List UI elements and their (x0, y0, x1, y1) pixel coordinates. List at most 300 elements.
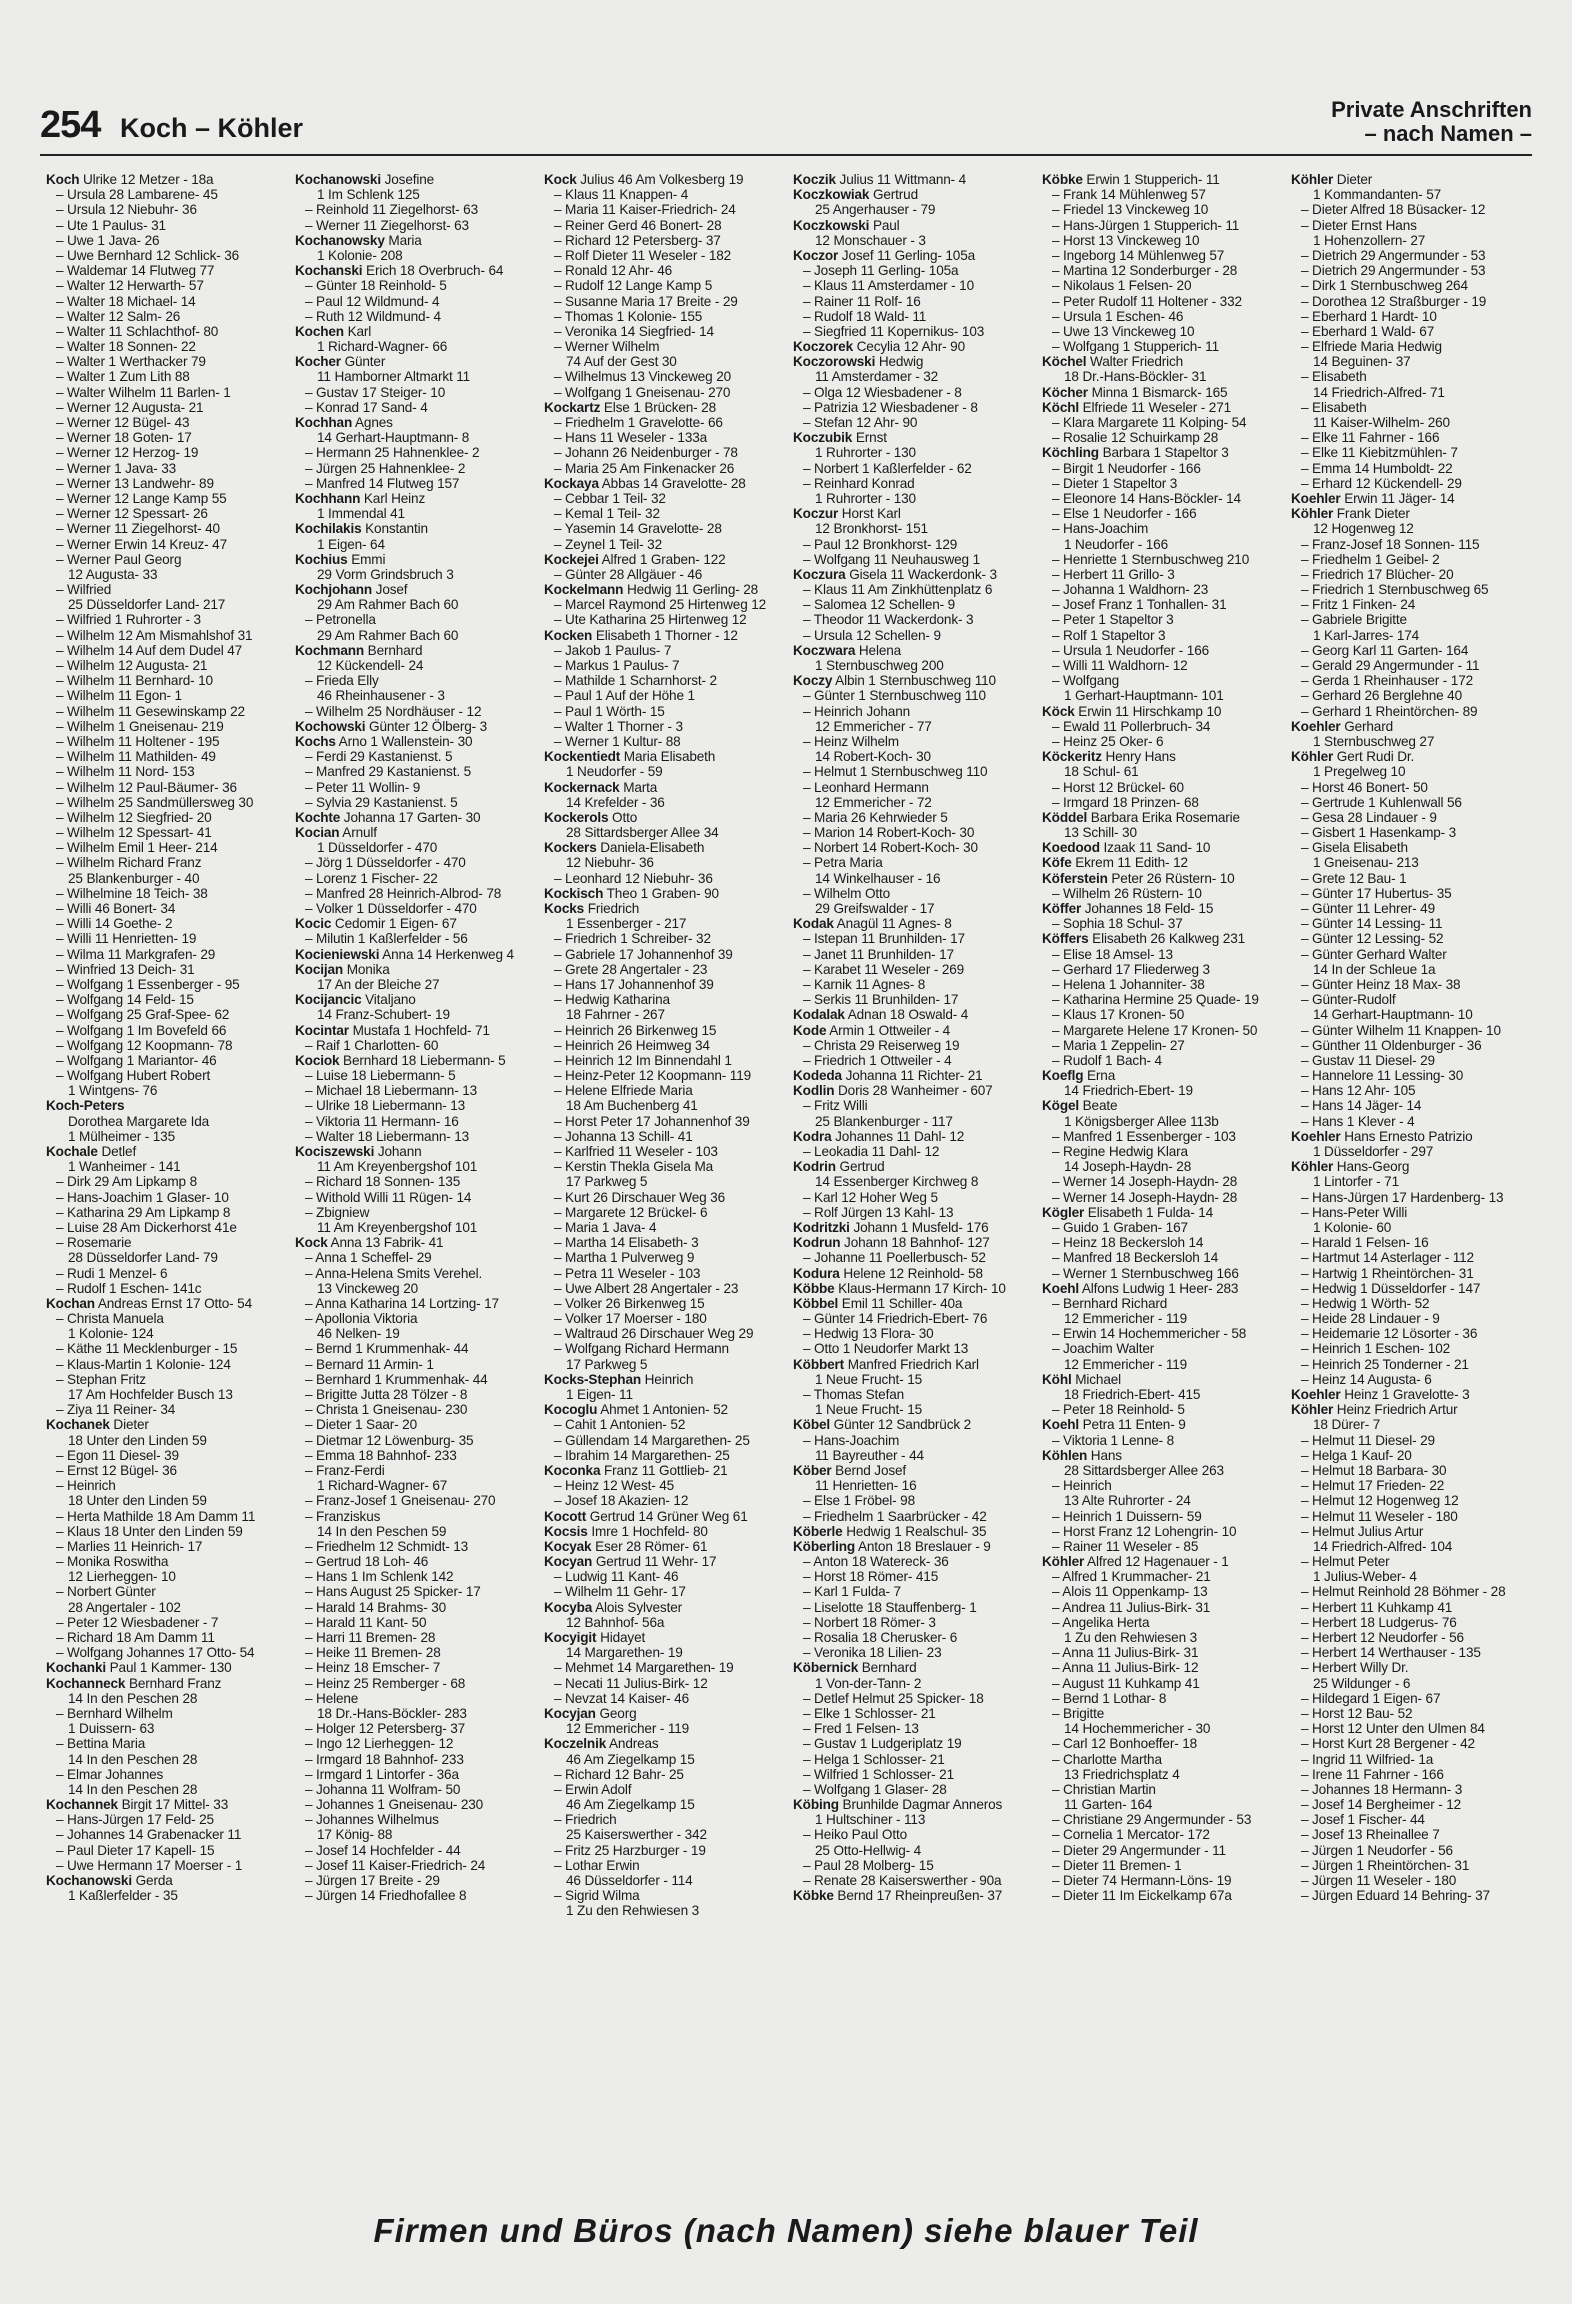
directory-entry: – Martha 1 Pulverweg 9 (554, 1250, 695, 1266)
directory-entry: – Heiko Paul Otto (803, 1827, 907, 1843)
directory-entry: – Zbigniew (305, 1204, 370, 1220)
directory-entry: – Georg Karl 11 Garten- 164 (1301, 642, 1469, 658)
directory-entry: – Volker 17 Moerser - 180 (554, 1311, 707, 1327)
directory-entry: – Elke 1 Schlosser- 21 (803, 1705, 936, 1721)
directory-entry: – Ursula 1 Eschen- 46 (1052, 308, 1184, 324)
directory-entry: – Erwin 14 Hochemmericher - 58 (1052, 1326, 1247, 1342)
directory-entry: 12 Emmericher - 72 (815, 794, 932, 810)
directory-entry: – Harald 11 Kant- 50 (305, 1614, 427, 1630)
directory-entry: – Christa 29 Reiserweg 19 (803, 1037, 960, 1053)
directory-entry: – Johannes Wilhelmus (305, 1812, 439, 1828)
directory-entry: – Gisbert 1 Hasenkamp- 3 (1301, 825, 1457, 841)
directory-entry: – Cornelia 1 Mercator- 172 (1052, 1827, 1210, 1843)
directory-entry: 11 Am Kreyenbergshof 101 (317, 1219, 478, 1235)
directory-entry: 29 Greifswalder - 17 (815, 901, 935, 916)
directory-entry: – Heinrich Johann (803, 703, 911, 719)
directory-entry: – Karnik 11 Agnes- 8 (803, 976, 926, 992)
directory-entry: – Elisabeth (1301, 369, 1367, 385)
directory-entry: – Helmut Julius Artur (1301, 1523, 1424, 1539)
directory-entry: 1 Eigen- 11 (566, 1387, 633, 1402)
directory-entry: – Werner 12 Herzog- 19 (56, 445, 199, 461)
directory-entry: Kochhann Karl Heinz (295, 490, 426, 506)
directory-entry: 1 Sternbuschweg 27 (1313, 733, 1435, 749)
directory-entry: – Hedwig 1 Wörth- 52 (1301, 1295, 1430, 1311)
directory-entry: Kodlin Doris 28 Wanheimer - 607 (793, 1083, 993, 1099)
directory-entry: – Dietrich 29 Angermunder - 53 (1301, 247, 1486, 263)
directory-entry: – Hans 14 Jäger- 14 (1301, 1098, 1422, 1114)
directory-entry: – Necati 11 Julius-Birk- 12 (554, 1675, 708, 1691)
directory-entry: – Viktoria 11 Hermann- 16 (305, 1113, 459, 1129)
directory-entry: – Grete 12 Bau- 1 (1301, 870, 1407, 886)
directory-entry: Koczwara Helena (793, 642, 902, 658)
directory-entry: Köferstein Peter 26 Rüstern- 10 (1042, 870, 1235, 886)
directory-entry: – Hans-Jürgen 1 Stupperich- 11 (1052, 217, 1240, 233)
directory-entry: Kocyba Alois Sylvester (544, 1599, 682, 1615)
directory-entry: – Brigitte (1052, 1705, 1105, 1721)
page-header (40, 92, 1532, 154)
directory-entry: – Jakob 1 Paulus- 7 (554, 642, 672, 658)
directory-entry: – Dietmar 12 Löwenburg- 35 (305, 1432, 474, 1448)
directory-entry: – Raif 1 Charlotten- 60 (305, 1037, 439, 1053)
directory-entry: – Wilhelm 12 Siegfried- 20 (56, 809, 212, 825)
directory-entry: – Anna 1 Scheffel- 29 (305, 1250, 432, 1266)
directory-entry: – Irmgard 1 Lintorfer - 36a (305, 1766, 459, 1782)
directory-entry: – Peter 12 Wiesbadener - 7 (56, 1614, 219, 1630)
directory-entry: – Emma 14 Humboldt- 22 (1301, 460, 1453, 476)
directory-entry: – Johannes 1 Gneisenau- 230 (305, 1797, 484, 1813)
directory-entry: – Alois 11 Oppenkamp- 13 (1052, 1584, 1208, 1600)
directory-entry: – Ursula 28 Lambarene- 45 (56, 187, 218, 203)
directory-entry: – Joseph 11 Gerling- 105a (803, 263, 959, 279)
directory-entry: Köffers Elisabeth 26 Kalkweg 231 (1042, 931, 1246, 947)
directory-entry: Koczura Gisela 11 Wackerdonk- 3 (793, 566, 997, 582)
directory-entry: 1 Wanheimer - 141 (68, 1159, 181, 1175)
directory-entry: – Werner 12 Bügel- 43 (56, 415, 190, 430)
directory-entry: – Werner 14 Joseph-Haydn- 28 (1052, 1174, 1238, 1190)
directory-entry: Koehler Hans Ernesto Patrizio (1291, 1128, 1473, 1144)
directory-entry: – Heinrich 26 Birkenweg 15 (554, 1022, 717, 1038)
directory-entry: – Manfred 14 Flutweg 157 (305, 475, 460, 491)
directory-entry: – Hans-Jürgen 17 Feld- 25 (56, 1812, 214, 1828)
directory-entry: – Walter 11 Schlachthof- 80 (56, 323, 219, 339)
directory-entry: – Manfred 28 Heinrich-Albrod- 78 (305, 885, 502, 901)
directory-entry: Kociok Bernhard 18 Liebermann- 5 (295, 1052, 506, 1068)
directory-entry: 17 An der Bleiche 27 (317, 976, 440, 992)
directory-entry: Koczur Horst Karl (793, 506, 901, 522)
directory-entry: – Leonhard Hermann (803, 779, 929, 795)
directory-entry: – Ernst 12 Bügel- 36 (56, 1462, 177, 1478)
directory-entry: – Ewald 11 Pollerbruch- 34 (1052, 718, 1211, 734)
directory-entry: Kocieniewski Anna 14 Herkenweg 4 (295, 946, 514, 962)
directory-entry: – Friedhelm 12 Schmidt- 13 (305, 1538, 469, 1554)
directory-entry: – Walter 1 Thorner - 3 (554, 718, 683, 734)
directory-entry: – Milutin 1 Kaßlerfelder - 56 (305, 931, 468, 947)
directory-entry: Köchl Elfriede 11 Weseler - 271 (1042, 399, 1232, 415)
directory-entry: 25 Wildunger - 6 (1313, 1675, 1411, 1691)
directory-entry: – Wolfgang 1 Im Bovefeld 66 (56, 1022, 227, 1038)
directory-entry: – Bettina Maria (56, 1736, 146, 1752)
directory-entry: 1 Karl-Jarres- 174 (1313, 627, 1420, 643)
directory-entry: – Peter 18 Reinhold- 5 (1052, 1402, 1185, 1418)
directory-entry: – Günter Gerhard Walter (1301, 946, 1447, 962)
directory-entry: – Heinz-Peter 12 Koopmann- 119 (554, 1068, 752, 1084)
directory-entry: – Fred 1 Felsen- 13 (803, 1721, 919, 1737)
directory-entry: 1 Gerhart-Hauptmann- 101 (1064, 688, 1224, 704)
directory-entry: – Thomas 1 Kolonie- 155 (554, 308, 703, 324)
directory-entry: – Heidemarie 12 Lösorter - 36 (1301, 1326, 1478, 1342)
directory-entry: 13 Friedrichsplatz 4 (1064, 1766, 1180, 1782)
directory-entry: – Heinz 14 Augusta- 6 (1301, 1371, 1432, 1387)
directory-entry: – Heinz 18 Beckersloh 14 (1052, 1235, 1204, 1251)
directory-entry: – Kurt 26 Dirschauer Weg 36 (554, 1189, 725, 1205)
directory-entry: 1 Pregelweg 10 (1313, 764, 1406, 780)
directory-entry: 14 Margarethen- 19 (566, 1645, 683, 1661)
directory-entry: – Josef Franz 1 Tonhallen- 31 (1052, 597, 1227, 613)
directory-entry: – Werner 1 Kultur- 88 (554, 733, 681, 749)
directory-entry: 12 Monschauer - 3 (815, 232, 926, 248)
directory-entry: – Wilhelm 11 Gesewinskamp 22 (56, 703, 245, 719)
directory-entry: – Günter 28 Allgäuer - 46 (554, 566, 703, 582)
directory-entry: – Hans 1 Im Schlenk 142 (305, 1569, 454, 1585)
directory-entry: 14 Hochemmericher - 30 (1064, 1721, 1211, 1737)
directory-entry: Kochanowsky Maria (295, 232, 422, 248)
directory-entry: – Wilhelm Richard Franz (56, 855, 202, 871)
section-label-line2: – nach Namen – (1364, 121, 1532, 146)
directory-entry: – Heinz 25 Remberger - 68 (305, 1675, 466, 1691)
directory-entry: – Paul 28 Molberg- 15 (803, 1857, 934, 1873)
directory-entry: Köhler Heinz Friedrich Artur (1291, 1402, 1458, 1418)
directory-entry: – Helmut Peter (1301, 1554, 1390, 1570)
directory-entry: – Wilhelm 11 Bernhard- 10 (56, 673, 213, 689)
directory-entry: – Emma 18 Bahnhof- 233 (305, 1447, 457, 1463)
directory-column-1 (46, 172, 287, 2202)
directory-entry: – Petronella (305, 612, 376, 628)
directory-entry: – Dieter 1 Stapeltor 3 (1052, 475, 1178, 491)
directory-entry: – Wilfried 1 Schlosser- 21 (803, 1766, 954, 1782)
directory-entry: 17 Am Hochfelder Busch 13 (68, 1387, 233, 1402)
directory-entry: Köfe Ekrem 11 Edith- 12 (1042, 855, 1188, 871)
directory-entry: Kocijan Monika (295, 961, 390, 977)
directory-entry: – Josef 11 Kaiser-Friedrich- 24 (305, 1857, 486, 1873)
directory-entry: – Siegfried 11 Kopernikus- 103 (803, 323, 985, 339)
directory-entry: – Wolfgang 12 Koopmann- 78 (56, 1037, 233, 1053)
directory-entry: – Horst Peter 17 Johannenhof 39 (554, 1113, 750, 1129)
directory-entry: – Franz-Ferdi (305, 1462, 385, 1478)
directory-entry: – Werner 12 Spessart- 26 (56, 506, 208, 522)
directory-entry: – Norbert 14 Robert-Koch- 30 (803, 840, 978, 856)
directory-entry: – Herbert 11 Grillo- 3 (1052, 566, 1175, 582)
directory-entry: 18 Unter den Linden 59 (68, 1432, 207, 1448)
directory-entry: – Irmgard 18 Prinzen- 68 (1052, 794, 1199, 810)
directory-entry: – Gustav 11 Diesel- 29 (1301, 1052, 1435, 1068)
directory-entry: 12 Emmericher - 119 (1064, 1356, 1188, 1372)
directory-entry: – Werner 1 Java- 33 (56, 460, 177, 476)
directory-entry: Kochhan Agnes (295, 415, 393, 430)
directory-entry: – Charlotte Martha (1052, 1751, 1162, 1767)
directory-entry: – Withold Willi 11 Rügen- 14 (305, 1189, 472, 1205)
directory-entry: Kochanski Erich 18 Overbruch- 64 (295, 263, 504, 279)
directory-entry: Köhler Gert Rudi Dr. (1291, 749, 1415, 765)
directory-entry: – Wolfgang 1 Stupperich- 11 (1052, 339, 1219, 355)
directory-entry: – Bernhard Richard (1052, 1295, 1168, 1311)
directory-entry: 11 Am Kreyenbergshof 101 (317, 1159, 478, 1175)
directory-entry: – Bernd 1 Krummenhak- 44 (305, 1341, 469, 1357)
directory-entry: – Ingo 12 Lierheggen- 12 (305, 1736, 454, 1752)
directory-entry: – Jörg 1 Düsseldorfer - 470 (305, 855, 466, 871)
directory-entry: – Rudolf 18 Wald- 11 (803, 308, 927, 324)
directory-entry: – Günter-Rudolf (1301, 992, 1396, 1008)
directory-entry: – Viktoria 1 Lenne- 8 (1052, 1432, 1175, 1448)
directory-entry: 11 Garten- 164 (1064, 1797, 1153, 1813)
directory-entry: – Renate 28 Kaiserswerther - 90a (803, 1873, 1002, 1888)
directory-entry: 17 Parkweg 5 (566, 1174, 648, 1190)
directory-entry: Kochanowski Gerda (46, 1873, 173, 1888)
directory-entry: Kochanki Paul 1 Kammer- 130 (46, 1660, 232, 1676)
directory-entry: – Güllendam 14 Margarethen- 25 (554, 1432, 750, 1448)
directory-entry: – Maria 26 Kehrwieder 5 (803, 809, 948, 825)
directory-entry: – Cahit 1 Antonien- 52 (554, 1417, 686, 1433)
directory-entry: – Anna 11 Julius-Birk- 12 (1052, 1660, 1199, 1676)
directory-entry: – Walter 18 Liebermann- 13 (305, 1128, 470, 1144)
directory-entry: 11 Amsterdamer - 32 (815, 369, 939, 385)
directory-entry: 28 Sittardsberger Allee 263 (1064, 1462, 1224, 1478)
directory-entry: – Veronika 14 Siegfried- 14 (554, 323, 714, 339)
directory-entry: – Harri 11 Bremen- 28 (305, 1630, 436, 1645)
directory-entry: – Wilhelmus 13 Vinckeweg 20 (554, 369, 732, 385)
directory-entry: Köck Erwin 11 Hirschkamp 10 (1042, 703, 1222, 719)
directory-entry: 1 Neudorfer - 59 (566, 764, 663, 780)
directory-entry: – Anna Katharina 14 Lortzing- 17 (305, 1295, 499, 1311)
directory-entry: – Volker 1 Düsseldorfer - 470 (305, 901, 477, 916)
page-number: 254 (40, 104, 101, 146)
directory-entry: – Ziya 11 Reiner- 34 (56, 1402, 176, 1418)
directory-entry: – Bernhard Wilhelm (56, 1705, 173, 1721)
directory-entry: Koczubik Ernst (793, 430, 887, 446)
directory-entry: – Hans August 25 Spicker- 17 (305, 1584, 481, 1600)
directory-entry: – Günther 11 Oldenburger - 36 (1301, 1037, 1482, 1053)
directory-entry: 1 Richard-Wagner- 66 (317, 339, 448, 355)
directory-entry: Kocyjan Georg (544, 1705, 637, 1721)
directory-entry: – Ronald 12 Ahr- 46 (554, 263, 673, 279)
directory-entry: – Norbert 1 Kaßlerfelder - 62 (803, 460, 972, 476)
directory-entry: – Olga 12 Wiesbadener - 8 (803, 384, 962, 400)
directory-entry: – Christa 1 Gneisenau- 230 (305, 1402, 468, 1418)
directory-entry: – Hans-Joachim (1052, 521, 1149, 537)
directory-entry: – Johannes 14 Grabenacker 11 (56, 1827, 242, 1843)
directory-entry: – Anna-Helena Smits Verehel. (305, 1265, 483, 1281)
directory-entry: – Wilhelm 11 Egon- 1 (56, 688, 182, 704)
directory-entry: – Helene (305, 1690, 359, 1706)
directory-entry: Köckeritz Henry Hans (1042, 749, 1176, 765)
directory-entry: Koczorowski Hedwig (793, 354, 924, 370)
directory-entry: Köhler Frank Dieter (1291, 506, 1410, 522)
directory-entry: – Herbert Willy Dr. (1301, 1660, 1409, 1676)
directory-entry: 1 Duissern- 63 (68, 1721, 155, 1737)
directory-entry: – Salomea 12 Schellen- 9 (803, 597, 956, 613)
directory-entry: 14 Friedrich-Alfred- 71 (1313, 384, 1445, 400)
directory-entry: – Werner 12 Lange Kamp 55 (56, 490, 227, 506)
directory-entry: – Karlfried 11 Weseler - 103 (554, 1144, 718, 1159)
directory-entry: 29 Vorm Grindsbruch 3 (317, 566, 454, 582)
directory-entry: Kocott Gertrud 14 Grüner Weg 61 (544, 1508, 748, 1524)
directory-entry: Kocken Elisabeth 1 Thorner - 12 (544, 627, 738, 643)
directory-entry: – Heinz Wilhelm (803, 733, 899, 749)
directory-entry: 28 Sittardsberger Allee 34 (566, 825, 719, 841)
directory-entry: – Horst 46 Bonert- 50 (1301, 779, 1428, 795)
directory-entry: Kochs Arno 1 Wallenstein- 30 (295, 733, 473, 749)
directory-entry: – Helmut 12 Hogenweg 12 (1301, 1493, 1459, 1509)
directory-entry: – Wilhelm 11 Mathilden- 49 (56, 749, 216, 765)
directory-entry: – Rolf Jürgen 13 Kahl- 13 (803, 1204, 954, 1220)
directory-entry: – Gerhard 26 Berglehne 40 (1301, 688, 1463, 704)
directory-entry: – Gabriele 17 Johannenhof 39 (554, 946, 733, 962)
directory-entry: – Klaus 18 Unter den Linden 59 (56, 1523, 243, 1539)
directory-entry: Koehl Alfons Ludwig 1 Heer- 283 (1042, 1280, 1239, 1296)
directory-entry: – Marcel Raymond 25 Hirtenweg 12 (554, 597, 767, 613)
directory-entry: – Helmut 11 Weseler - 180 (1301, 1508, 1458, 1524)
directory-entry: 14 Winkelhauser - 16 (815, 870, 941, 886)
directory-entry: – Ulrike 18 Liebermann- 13 (305, 1098, 466, 1114)
directory-entry: – Klaus 11 Knappen- 4 (554, 187, 689, 203)
directory-entry: Kochen Karl (295, 323, 372, 339)
directory-entry: – Uwe Bernhard 12 Schlick- 36 (56, 247, 240, 263)
directory-entry: 1 Im Schlenk 125 (317, 187, 420, 203)
directory-entry: – Friedrich (554, 1812, 617, 1828)
directory-entry: – Josef 14 Bergheimer - 12 (1301, 1797, 1462, 1813)
directory-entry: – Henriette 1 Sternbuschweg 210 (1052, 551, 1250, 567)
directory-entry: Kocks-Stephan Heinrich (544, 1371, 694, 1387)
directory-entry: Kodura Helene 12 Reinhold- 58 (793, 1265, 983, 1281)
directory-entry: – Jürgen 25 Hahnenklee- 2 (305, 460, 466, 476)
directory-entry: – Wilhelm 1 Gneisenau- 219 (56, 718, 224, 734)
directory-entry: – Anna 11 Julius-Birk- 31 (1052, 1645, 1199, 1661)
directory-entry: – Dietrich 29 Angermunder - 53 (1301, 263, 1486, 279)
directory-entry: Köcher Minna 1 Bismarck- 165 (1042, 384, 1228, 400)
directory-entry: – Manfred 1 Essenberger - 103 (1052, 1128, 1236, 1144)
directory-entry: Kochowski Günter 12 Ölberg- 3 (295, 718, 488, 734)
directory-entry: Köddel Barbara Erika Rosemarie (1042, 809, 1240, 825)
directory-entry: 14 Gerhart-Hauptmann- 10 (1313, 1007, 1473, 1023)
directory-entry: – Günter Wilhelm 11 Knappen- 10 (1301, 1022, 1501, 1038)
directory-entry: – Heinrich (1052, 1478, 1112, 1494)
directory-entry: – Werner 12 Augusta- 21 (56, 399, 204, 415)
directory-entry: 1 Düsseldorfer - 470 (317, 840, 438, 856)
directory-entry: – August 11 Kuhkamp 41 (1052, 1675, 1200, 1691)
directory-entry: – Kerstin Thekla Gisela Ma (554, 1159, 714, 1175)
directory-entry: 12 Lierheggen- 10 (68, 1569, 176, 1585)
directory-entry: Koch-Peters (46, 1098, 125, 1114)
directory-entry: Kögel Beate (1042, 1098, 1118, 1114)
directory-entry: – Helmut 18 Barbara- 30 (1301, 1462, 1447, 1478)
directory-entry: Kochius Emmi (295, 551, 386, 567)
directory-entry: – Heinz 18 Emscher- 7 (305, 1660, 441, 1676)
directory-entry: 12 Emmericher - 119 (1064, 1311, 1188, 1327)
directory-entry: – Ferdi 29 Kastanienst. 5 (305, 749, 453, 765)
directory-entry: – Horst Kurt 28 Bergener - 42 (1301, 1736, 1475, 1752)
directory-entry: – Christian Martin (1052, 1781, 1156, 1797)
directory-entry: – Wilhelm 11 Holtener - 195 (56, 733, 220, 749)
directory-entry: 12 Bahnhof- 56a (566, 1614, 665, 1630)
directory-entry: – Rudolf 1 Bach- 4 (1052, 1052, 1162, 1068)
directory-entry: Kocic Cedomir 1 Eigen- 67 (295, 916, 457, 932)
directory-entry: – Dieter Alfred 18 Büsacker- 12 (1301, 202, 1486, 218)
directory-entry: – Heike 11 Bremen- 28 (305, 1645, 441, 1661)
directory-entry: 12 Emmericher - 119 (566, 1721, 690, 1737)
directory-entry: – Wilma 11 Markgrafen- 29 (56, 946, 216, 962)
directory-entry: – Norbert Günter (56, 1584, 156, 1600)
directory-entry: 1 Mülheimer - 135 (68, 1128, 176, 1144)
directory-entry: – Josef 1 Fischer- 44 (1301, 1812, 1425, 1828)
directory-entry: – Jürgen 1 Neudorfer - 56 (1301, 1842, 1453, 1858)
directory-entry: – Uwe Albert 28 Angertaler - 23 (554, 1280, 739, 1296)
directory-entry: – Horst 12 Brückel- 60 (1052, 779, 1184, 795)
directory-entry: 12 Augusta- 33 (68, 566, 158, 582)
directory-entry: – Werner 18 Goten- 17 (56, 430, 192, 446)
directory-entry: – Ursula 12 Schellen- 9 (803, 627, 941, 643)
directory-entry: – Karabet 11 Weseler - 269 (803, 961, 965, 977)
directory-entry: Koehler Erwin 11 Jäger- 14 (1291, 490, 1455, 506)
directory-entry: – Wilhelmine 18 Teich- 38 (56, 885, 208, 901)
directory-entry: 1 Essenberger - 217 (566, 916, 687, 932)
directory-entry: – Reiner Gerd 46 Bonert- 28 (554, 217, 722, 233)
directory-entry: 14 Robert-Koch- 30 (815, 749, 931, 765)
directory-entry: – Marlies 11 Heinrich- 17 (56, 1538, 203, 1554)
directory-entry: – Wolfgang 1 Glaser- 28 (803, 1781, 947, 1797)
directory-entry: Kock Anna 13 Fabrik- 41 (295, 1235, 444, 1251)
directory-entry: – Johanne 11 Poellerbusch- 52 (803, 1250, 986, 1266)
directory-entry: 14 Gerhart-Hauptmann- 8 (317, 430, 470, 446)
directory-entry: – Günter Heinz 18 Max- 38 (1301, 976, 1461, 992)
directory-entry: Kodeda Johanna 11 Richter- 21 (793, 1068, 983, 1084)
directory-entry: Kodalak Adnan 18 Oswald- 4 (793, 1007, 969, 1023)
directory-entry: 1 Richard-Wagner- 67 (317, 1478, 448, 1494)
directory-entry: – Nikolaus 1 Felsen- 20 (1052, 278, 1192, 294)
directory-entry: 12 Hogenweg 12 (1313, 521, 1414, 537)
directory-entry: 1 Zu den Rehwiesen 3 (566, 1903, 700, 1919)
directory-entry: – Sylvia 29 Kastanienst. 5 (305, 794, 458, 810)
directory-entry: – Günter 14 Friedrich-Ebert- 76 (803, 1311, 988, 1327)
directory-entry: Kochmann Bernhard (295, 642, 423, 658)
directory-entry: – Lothar Erwin (554, 1857, 640, 1873)
directory-entry: Köbernick Bernhard (793, 1660, 917, 1676)
directory-entry: – Angelika Herta (1052, 1614, 1150, 1630)
directory-entry: – Friedrich 1 Ottweiler - 4 (803, 1052, 952, 1068)
directory-entry: – Friedrich 1 Schreiber- 32 (554, 931, 711, 947)
directory-entry: – Bernd 1 Lothar- 8 (1052, 1690, 1167, 1706)
directory-entry: Koczorek Cecylia 12 Ahr- 90 (793, 339, 965, 355)
directory-entry: – Gesa 28 Lindauer - 9 (1301, 809, 1437, 825)
directory-entry: – Friedhelm 1 Saarbrücker - 42 (803, 1508, 987, 1524)
directory-entry: – Wolfgang 1 Gneisenau- 270 (554, 384, 731, 400)
directory-entry: – Friedhelm 1 Geibel- 2 (1301, 551, 1440, 567)
directory-entry: – Alfred 1 Krummacher- 21 (1052, 1569, 1211, 1585)
directory-entry: 1 Kolonie- 208 (317, 247, 403, 263)
directory-entry: 14 Essenberger Kirchweg 8 (815, 1174, 979, 1190)
directory-entry: 1 Kolonie- 60 (1313, 1219, 1392, 1235)
directory-entry: – Helmut 17 Frieden- 22 (1301, 1478, 1445, 1494)
directory-entry: – Richard 12 Bahr- 25 (554, 1766, 684, 1782)
directory-entry: – Heinrich 12 Im Binnendahl 1 (554, 1052, 732, 1068)
directory-entry: – Hedwig 13 Flora- 30 (803, 1326, 934, 1342)
directory-entry: – Heinz 25 Oker- 6 (1052, 733, 1164, 749)
directory-entry: 28 Angertaler - 102 (68, 1599, 181, 1615)
directory-entry: – Erwin Adolf (554, 1781, 632, 1797)
directory-entry: – Wolfgang Richard Hermann (554, 1341, 729, 1357)
directory-entry: – Karl 12 Hoher Weg 5 (803, 1189, 938, 1205)
footer-note: Firmen und Büros (nach Namen) siehe blauer Teil (373, 2212, 1199, 2249)
directory-entry: – Katharina Hermine 25 Quade- 19 (1052, 992, 1259, 1008)
directory-entry: Koczkowski Paul (793, 217, 900, 233)
